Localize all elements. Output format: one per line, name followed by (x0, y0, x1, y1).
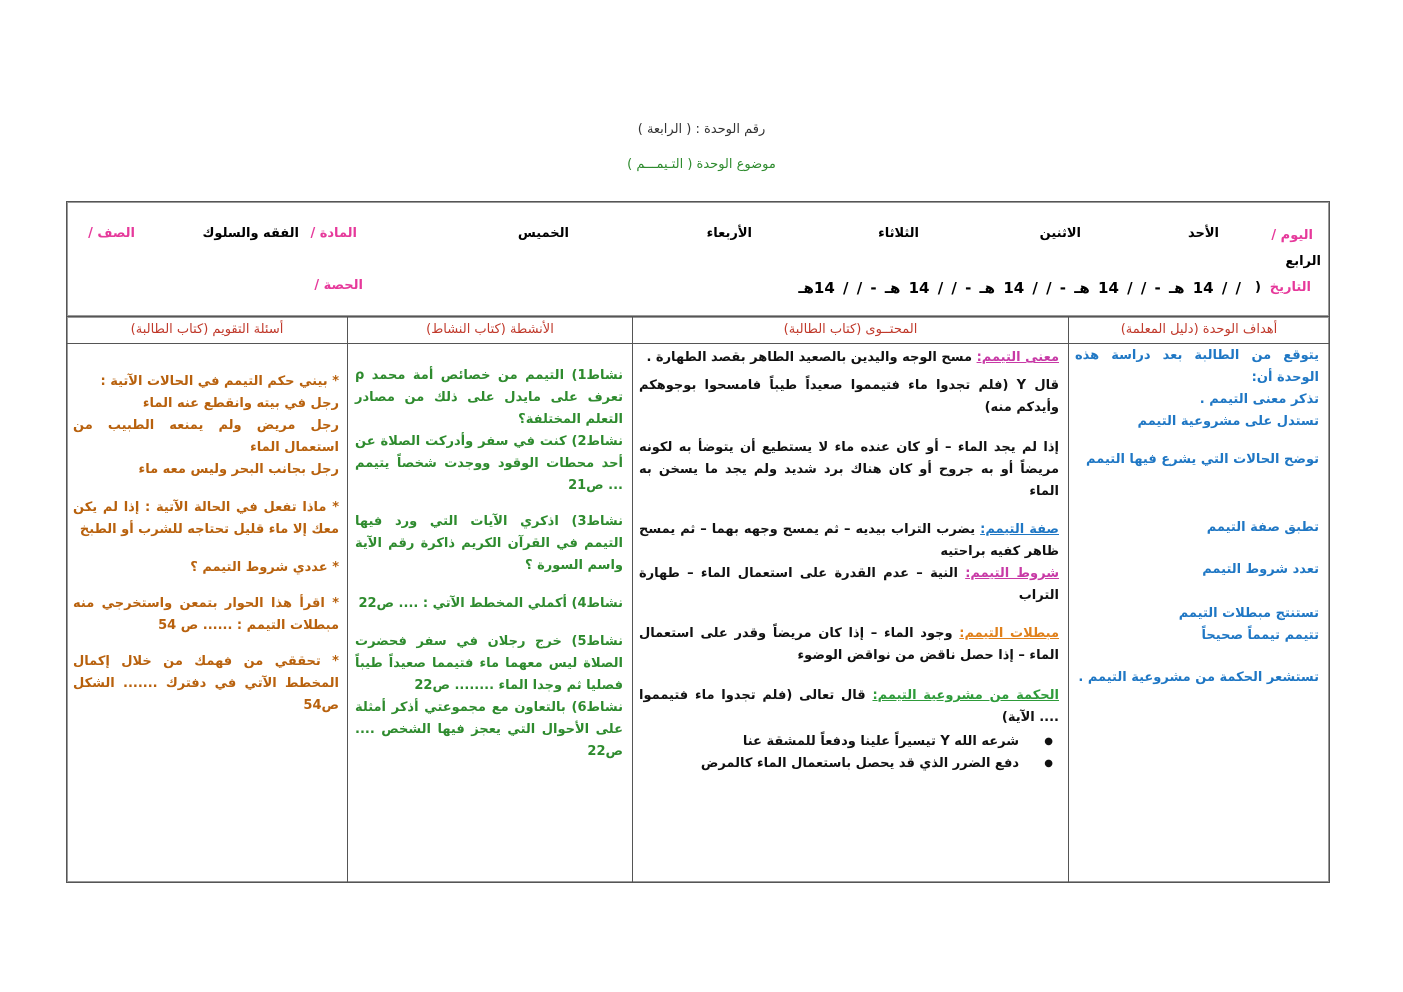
activity-item: نشاط5) خرج رجلان في سفر فحضرت الصلاة ليس معهما ماء فتيمما صعيداً طيباً فصليا ثم وجدا الماء ........ ص22 (355, 634, 623, 693)
objective-item: تستشعر الحكمة من مشروعية التيمم . (1078, 670, 1319, 685)
wisdom-text: قال تعالى (فلم تجدوا ماء فتيمموا .... الآية) (639, 688, 1059, 725)
conditions-paragraph (639, 563, 1059, 607)
wisdom-bullet: ● دفع الضرر الذي قد يحصل باستعمال الماء كالمرض (639, 753, 1059, 775)
method-text: يضرب التراب بيديه – ثم يمسح وجهه بهما – ثم يمسح ظاهر كفيه براحتيه (639, 522, 1059, 559)
evaluation-item: رجل بجانب البحر وليس معه ماء (138, 462, 339, 477)
nullifiers-text: وجود الماء – إذا كان مريضاً وقدر على استعمال الماء – إذا حصل ناقض من نواقض الوضوء (639, 626, 1059, 663)
wisdom-paragraph (639, 685, 1059, 729)
wisdom-label: الحكمة من مشروعية التيمم: (872, 688, 1059, 703)
nullifiers-paragraph (639, 623, 1059, 667)
day-label: اليوم / (1271, 228, 1313, 243)
activity-item: نشاط1) التيمم من خصائص أمة محمد ρ تعرف على مايدل على ذلك من مصادر التعلم المختلفة؟ (355, 368, 623, 427)
day-sunday: الأحد (1187, 226, 1219, 241)
objective-item: تطبق صفة التيمم (1206, 520, 1319, 535)
activity-item: نشاط3) اذكري الآيات التي ورد فيها التيمم في القرآن الكريم ذاكرة رقم الآية واسم السورة ؟ (355, 514, 623, 573)
evaluation-item: * ماذا تفعل في الحالة الآتية : إذا لم يكن معك إلا ماء قليل تحتاجه للشرب أو الطبخ (73, 500, 339, 537)
objective-item: تعدد شروط التيمم (1202, 562, 1319, 577)
header-objectives: أهداف الوحدة (دليل المعلمة) (1069, 317, 1329, 344)
objective-item: يتوقع من الطالبة بعد دراسة هذه الوحدة أن: (1075, 348, 1319, 385)
objective-item: توضح الحالات التي يشرع فيها التيمم (1086, 452, 1319, 467)
evaluation-item: * بيني حكم التيمم في الحالات الآتية : (100, 374, 339, 389)
date-open-paren: ( (1255, 280, 1261, 295)
objective-item: تذكر معنى التيمم . (1199, 392, 1319, 407)
activities-cell (355, 345, 623, 763)
day-monday: الاثنين (1039, 226, 1081, 241)
column-divider (632, 317, 633, 882)
lesson-header (66, 201, 1330, 317)
wisdom-bullet: ● شرعه الله Y تيسيراً علينا ودفعاً للمشقة عنا (639, 731, 1059, 753)
header-evaluation: أسئلة التقويم (كتاب الطالبة) (67, 317, 347, 344)
subject-label: المادة / (310, 226, 357, 241)
grade-value: الرابع (1285, 254, 1321, 269)
meaning-label: معنى التيمم: (976, 350, 1059, 365)
evaluation-item: رجل في بيته وانقطع عنه الماء (142, 396, 339, 411)
meaning-text: مسح الوجه واليدين بالصعيد الطاهر بقصد الطهارة . (646, 350, 973, 365)
day-thursday: الخميس (517, 226, 569, 241)
objective-item: تستدل على مشروعية التيمم (1137, 414, 1319, 429)
conditions-text: النية – عدم القدرة على استعمال الماء – طهارة التراب (639, 566, 1059, 603)
objective-item: تتيمم تيمماً صحيحاً (1201, 628, 1319, 643)
lesson-plan-table (66, 316, 1330, 883)
column-divider (1068, 317, 1069, 882)
activity-item: نشاط6) بالتعاون مع مجموعتي أذكر أمثلة على الأحوال التي يعجز فيها الشخص .... ص22 (355, 700, 623, 759)
unit-number: رقم الوحدة : ( الرابعة ) (637, 122, 766, 137)
date-label: التاريخ (1269, 280, 1311, 295)
date-row: / / 14 هـ - / / 14 هـ - / / 14 هـ - / / 14 هـ - / / 14هـ (798, 279, 1241, 297)
subject-value: الفقه والسلوك (202, 226, 299, 241)
grade-label: الصف / (88, 226, 135, 241)
content-cell (639, 345, 1059, 775)
day-tuesday: الثلاثاء (878, 226, 919, 241)
evaluation-item: رجل مريض ولم يمنعه الطبيب من استعمال الماء (73, 418, 339, 455)
unit-topic: موضوع الوحدة ( التـيمـــم ) (627, 157, 776, 172)
conditions-label: شروط التيمم: (965, 566, 1059, 581)
nullifiers-label: مبطلات التيمم: (959, 626, 1060, 641)
method-label: صفة التيمم: (980, 522, 1059, 537)
period-label: الحصة / (314, 278, 363, 293)
evaluation-item: * تحققي من فهمك من خلال إكمال المخطط الآتي في دفترك ....... الشكل ص54 (73, 654, 339, 713)
evaluation-item: * عددي شروط التيمم ؟ (190, 560, 339, 575)
column-divider (347, 317, 348, 882)
objective-item: تستنتج مبطلات التيمم (1178, 606, 1319, 621)
evaluation-cell (73, 345, 339, 717)
header-content: المحتــوى (كتاب الطالبة) (633, 317, 1068, 344)
day-wednesday: الأربعاء (706, 226, 752, 241)
activity-item: نشاط2) كنت في سفر وأدركت الصلاة عن أحد محطات الوقود ووجدت شخصاً يتيمم ... ص21 (355, 434, 623, 493)
objectives-cell (1075, 345, 1319, 689)
header-activities: الأنشطة (كتاب النشاط) (348, 317, 632, 344)
evidence-paragraph: قال Y (فلم تجدوا ماء فتيمموا صعيداً طيباً فامسحوا بوجوهكم وأيدكم منه) (639, 378, 1059, 415)
evaluation-item: * اقرأ هذا الحوار بتمعن واستخرجي منه مبطلات التيمم : ...... ص 54 (73, 596, 339, 633)
meaning-paragraph (639, 347, 1059, 369)
activity-item: نشاط4) أكملي المخطط الآتي : .... ص22 (358, 596, 623, 611)
cases-paragraph: إذا لم يجد الماء – أو كان عنده ماء لا يستطيع أن يتوضأ به لكونه مريضاً أو به جروح أو كان هناك برد شديد ولم يجد ما يسخن به الماء (639, 440, 1059, 499)
method-paragraph (639, 519, 1059, 563)
